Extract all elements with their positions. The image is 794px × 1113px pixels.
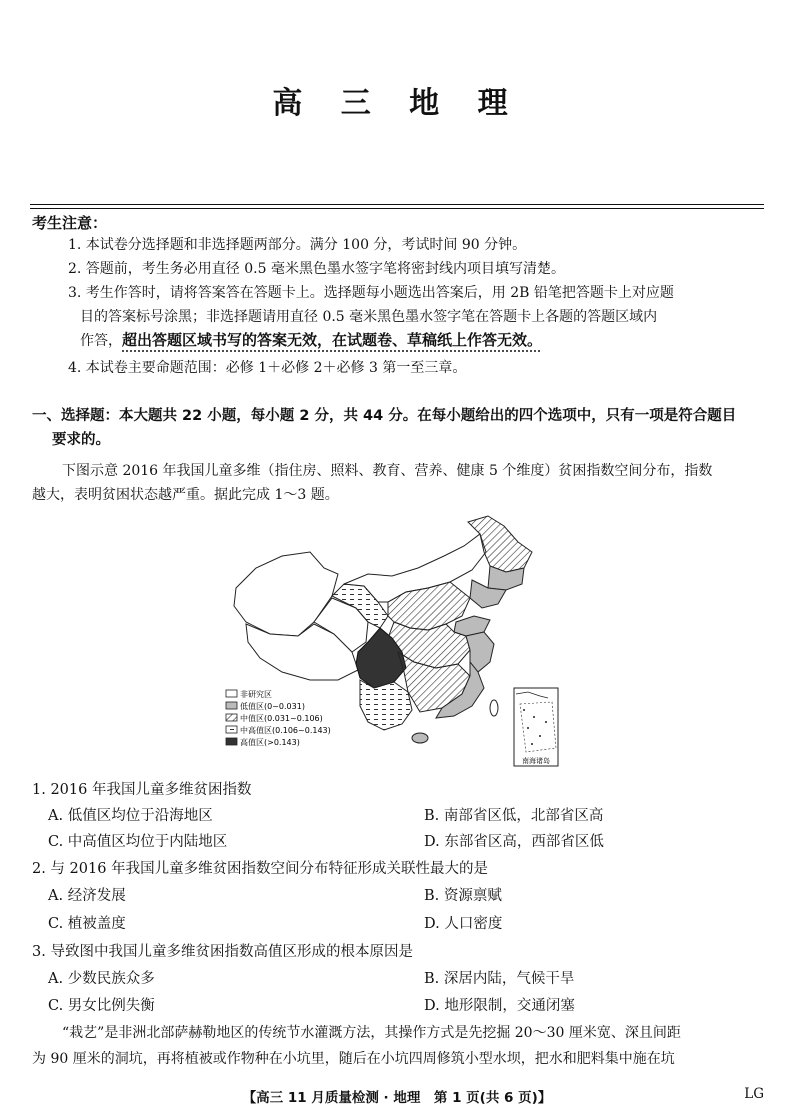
intro-line-1: 下图示意 2016 年我国儿童多维（指住房、照料、教育、营养、健康 5 个维度）贫困指数空间分布，指数 xyxy=(62,463,713,479)
section-heading-line2: 要求的。 xyxy=(52,432,110,448)
question-1-option-d: D. 东部省区高，西部省区低 xyxy=(424,834,604,850)
notice-item-4: 4. 本试卷主要命题范围：必修 1＋必修 2＋必修 3 第一至三章。 xyxy=(68,360,467,376)
notice-warning: 超出答题区域书写的答案无效，在试题卷、草稿纸上作答无效。 xyxy=(122,331,543,349)
notice-item-3c xyxy=(80,331,768,350)
region-hainan xyxy=(412,733,428,743)
notice-item-2: 2. 答题前，考生务必用直径 0.5 毫米黑色墨水签字笔将密封线内项目填写清楚。 xyxy=(68,261,565,277)
question-2-option-a: A. 经济发展 xyxy=(48,888,126,904)
notice-item-3a: 3. 考生作答时，请将答案答在答题卡上。选择题每小题选出答案后，用 2B 铅笔把答题卡上对应题 xyxy=(68,285,674,301)
legend-swatch-dark xyxy=(226,738,237,745)
legend-swatch-dash xyxy=(226,726,237,733)
question-1-stem: 1. 2016 年我国儿童多维贫困指数 xyxy=(32,782,252,798)
question-3-option-a: A. 少数民族众多 xyxy=(48,971,155,987)
passage-line-1: “栽艺”是非洲北部萨赫勒地区的传统节水灌溉方法，其操作方式是先挖掘 20～30 厘米宽、深且间距 xyxy=(62,1025,681,1041)
region-taiwan xyxy=(490,700,498,716)
question-3-stem: 3. 导致图中我国儿童多维贫困指数高值区形成的根本原因是 xyxy=(32,944,413,960)
question-3-option-d: D. 地形限制，交通闭塞 xyxy=(424,998,575,1014)
region-southwest xyxy=(360,680,412,730)
question-3-option-c: C. 男女比例失衡 xyxy=(48,998,155,1014)
legend-label-hatch: 中值区(0.031~0.106) xyxy=(240,714,323,723)
passage-line-2: 为 90 厘米的洞坑，再将植被或作物种在小坑里，随后在小坑四周修筑小型水坝，把水和肥料集中施在坑 xyxy=(32,1051,675,1067)
china-map xyxy=(222,512,562,768)
question-2-option-c: C. 植被盖度 xyxy=(48,916,126,932)
header-rule-bottom xyxy=(30,208,764,209)
legend-label-gray: 低值区(0~0.031) xyxy=(240,702,305,711)
legend-label-dark: 高值区(>0.143) xyxy=(240,738,300,747)
intro-line-2: 越大，表明贫困状态越严重。据此完成 1～3 题。 xyxy=(32,487,339,503)
question-1-option-a: A. 低值区均位于沿海地区 xyxy=(48,808,213,824)
question-2-option-d: D. 人口密度 xyxy=(424,916,503,932)
legend-label-blank: 非研究区 xyxy=(240,690,272,699)
question-1-option-b: B. 南部省区低，北部省区高 xyxy=(424,808,604,824)
legend-swatch-blank xyxy=(226,690,237,697)
notice-heading: 考生注意： xyxy=(32,214,108,232)
notice-item-3c-prefix: 作答， xyxy=(80,333,122,349)
footer-code: LG xyxy=(744,1086,764,1102)
notice-item-3b: 目的答案标号涂黑；非选择题请用直径 0.5 毫米黑色墨水签字笔在答题卡上各题的答题区域内 xyxy=(80,309,658,325)
section-heading-line1: 一、选择题：本大题共 22 小题，每小题 2 分，共 44 分。在每小题给出的四个选项中，只有一项是符合题目 xyxy=(32,408,737,424)
notice-item-1: 1. 本试卷分选择题和非选择题两部分。满分 100 分，考试时间 90 分钟。 xyxy=(68,237,527,253)
inset-label: 南海诸岛 xyxy=(522,757,550,765)
poverty-map-figure xyxy=(222,512,562,768)
page-footer: 【高三 11 月质量检测 · 地理 第 1 页(共 6 页)】 xyxy=(242,1090,552,1106)
legend-swatch-gray xyxy=(226,702,237,709)
page-title: 高 三 地 理 xyxy=(272,86,522,121)
legend-label-dash: 中高值区(0.106~0.143) xyxy=(240,726,331,735)
question-3-option-b: B. 深居内陆，气候干旱 xyxy=(424,971,575,987)
header-rule-top xyxy=(30,204,764,205)
legend-swatch-hatch xyxy=(226,714,237,721)
inset-frame xyxy=(514,688,558,766)
question-1-option-c: C. 中高值区均位于内陆地区 xyxy=(48,834,228,850)
question-2-stem: 2. 与 2016 年我国儿童多维贫困指数空间分布特征形成关联性最大的是 xyxy=(32,861,489,877)
question-2-option-b: B. 资源禀赋 xyxy=(424,888,502,904)
map-legend xyxy=(226,689,331,747)
